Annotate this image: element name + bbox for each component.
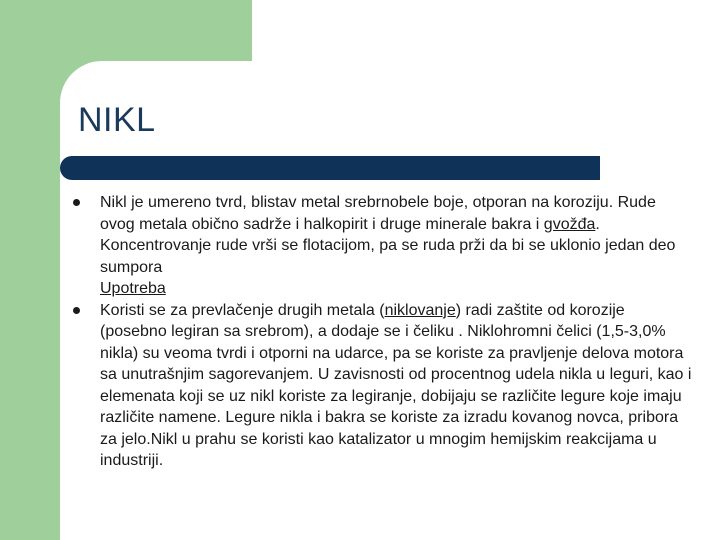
bullet-text: Nikl je umereno tvrd, blistav metal srebrnobele boje, otporan na koroziju. Rude ovog metala obično sadrže i halkopirit i druge minerale bakra i [100, 194, 656, 233]
decorative-green-strip [0, 0, 60, 540]
link-gvozdja[interactable]: gvožđa [543, 215, 596, 233]
bullet-list [73, 192, 693, 472]
link-upotreba[interactable]: Upotreba [100, 280, 166, 297]
bullet-icon [73, 199, 80, 206]
bullet-text: Koristi se za prevlačenje drugih metala ( [100, 301, 385, 319]
bullet-text: . Koncentrovanje rude vrši se flotacijom, pa se ruda prži da bi se uklonio jedan deo sumpora [100, 215, 676, 276]
bullet-icon [73, 307, 80, 314]
title-underline-bar [60, 156, 600, 180]
link-niklovanje[interactable]: niklovanje [384, 301, 456, 319]
slide-title: NIKL [78, 101, 156, 139]
bullet-item-description [73, 192, 693, 300]
bullet-text: ) radi zaštite od korozije (posebno legiran sa srebrom), a dodaje se i čeliku . Niklohromni čelici (1,5-3,0% nikla) su veoma tvrdi i otporni na udarce, pa se koriste za pravljenje delova motora sa unutrašnjim sagorevanjem. U zavisnosti od procentnog udela nikla u leguri, kao i elemenata koji se uz nikl koriste za legiranje, dobijaju se različite legure koje imaju različite namene. Legure nikla i bakra se koriste za izradu kovanog novca, pribora za jelo.Nikl u prahu se koristi kao katalizator u mnogim hemijskim reakcijama u industriji. [100, 301, 692, 469]
bullet-item-usage [73, 300, 693, 472]
